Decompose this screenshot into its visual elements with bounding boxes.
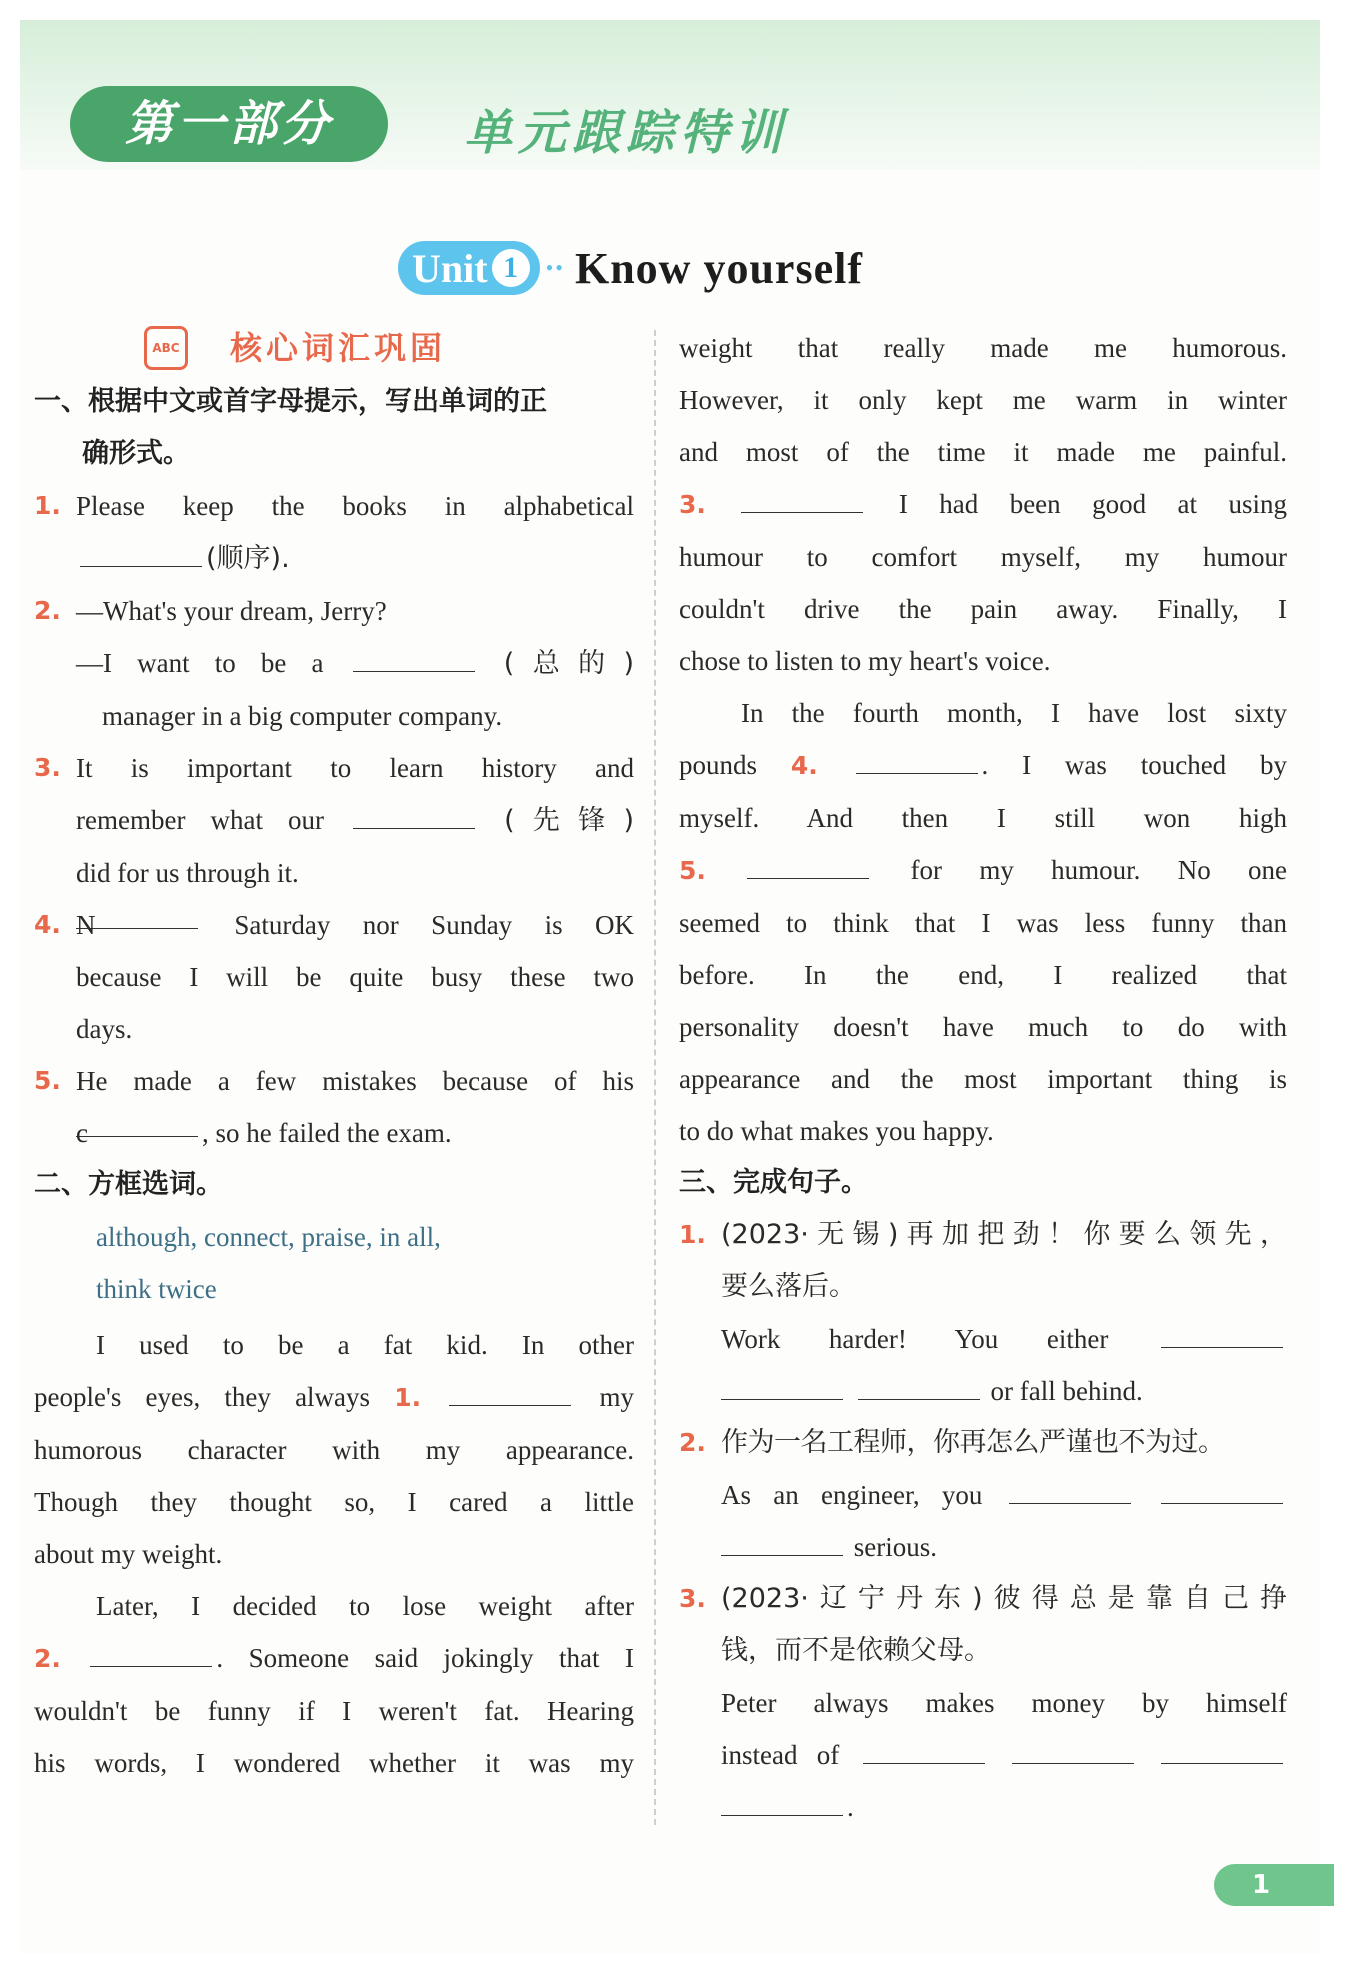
q2-line-c: manager in a big computer company. xyxy=(102,701,503,731)
answer-blank[interactable] xyxy=(353,799,475,829)
blank-number: 4. xyxy=(790,751,818,780)
answer-blank[interactable] xyxy=(76,1107,198,1148)
q1-english-b: or fall behind. xyxy=(990,1376,1143,1406)
q4-line-a: Saturday nor Sunday is OK xyxy=(234,910,634,940)
answer-blank[interactable] xyxy=(856,744,978,774)
column-divider xyxy=(654,330,656,1825)
initial-letter: c xyxy=(76,1118,88,1148)
unit-title: Know yourself xyxy=(574,243,863,293)
passage-line: Later, I decided to lose weight after xyxy=(96,1591,634,1621)
unit-dots: •• xyxy=(545,255,565,280)
passage-line: and most of the time it made me painful. xyxy=(679,437,1287,467)
passage-text: . I was touched by xyxy=(981,750,1287,780)
q1-english-a: Work harder! You either xyxy=(721,1324,1109,1354)
question-number: 5. xyxy=(34,1066,61,1095)
q5-line-a: He made a few mistakes because of his xyxy=(76,1066,634,1096)
q4-line-b: because I will be quite busy these two xyxy=(76,962,634,992)
q4-line-c: days. xyxy=(76,1014,133,1044)
passage-left xyxy=(34,1319,634,1789)
blank-number: 1. xyxy=(394,1383,422,1412)
answer-blank[interactable] xyxy=(721,1370,843,1400)
question-number: 2. xyxy=(679,1428,706,1457)
q2-line-b: —I want to be a xyxy=(76,648,324,678)
q3-line-a: It is important to learn history and xyxy=(76,753,634,783)
answer-blank[interactable] xyxy=(353,642,475,672)
answer-blank[interactable] xyxy=(747,849,869,879)
initial-letter: N xyxy=(76,910,96,940)
answer-blank[interactable] xyxy=(80,537,202,567)
passage-text: I had been good at using xyxy=(898,489,1288,519)
part2-heading: 二、方框选词。 xyxy=(34,1169,223,1200)
word-box-line-b: think twice xyxy=(96,1274,217,1304)
answer-blank[interactable] xyxy=(1161,1318,1283,1348)
passage-text: my xyxy=(599,1382,635,1412)
q1-chinese-a: (2023·无锡)再加把劲！你要么领先， xyxy=(721,1219,1287,1250)
q2-chinese: 作为一名工程师，你再怎么严谨也不为过。 xyxy=(721,1427,1225,1458)
word-box xyxy=(34,1211,634,1315)
passage-line: wouldn't be funny if I weren't fat. Hearing xyxy=(34,1696,634,1726)
vocab-question-4 xyxy=(34,899,634,1055)
blank-number: 2. xyxy=(34,1644,61,1673)
vocab-question-5 xyxy=(34,1055,634,1159)
passage-line: humour to comfort myself, my humour xyxy=(679,542,1287,572)
passage-text: people's eyes, they always xyxy=(34,1382,371,1412)
answer-blank[interactable] xyxy=(863,1734,985,1764)
sentence-question-2 xyxy=(679,1417,1287,1573)
passage-line: Though they thought so, I cared a little xyxy=(34,1487,634,1517)
sentence-question-1 xyxy=(679,1209,1287,1417)
question-number: 4. xyxy=(34,910,61,939)
q1-hint: (顺序). xyxy=(206,543,290,574)
answer-blank[interactable] xyxy=(76,899,198,940)
answer-blank[interactable] xyxy=(1161,1474,1283,1504)
answer-blank[interactable] xyxy=(858,1370,980,1400)
q1-chinese-b: 要么落后。 xyxy=(721,1271,856,1302)
part3-heading: 三、完成句子。 xyxy=(679,1167,868,1198)
q3-chinese-a: (2023·辽宁丹东)彼得总是靠自己挣 xyxy=(721,1583,1287,1614)
passage-line: humorous character with my appearance. xyxy=(34,1435,634,1465)
q3-english-a: Peter always makes money by himself xyxy=(721,1688,1287,1718)
answer-blank[interactable] xyxy=(1012,1734,1134,1764)
section-title: 核心词汇巩固 xyxy=(230,329,447,367)
passage-text: pounds xyxy=(679,750,758,780)
unit-badge-text: Unit xyxy=(412,245,488,291)
question-number: 2. xyxy=(34,596,61,625)
unit-number: 1 xyxy=(492,249,530,287)
passage-line: about my weight. xyxy=(34,1539,223,1569)
q3-line-c: did for us through it. xyxy=(76,858,299,888)
vocab-question-2 xyxy=(34,585,634,742)
passage-line: myself. And then I still won high xyxy=(679,803,1287,833)
answer-blank[interactable] xyxy=(741,483,863,513)
banner-title: 单元跟踪特训 xyxy=(464,105,789,161)
vocab-question-3 xyxy=(34,742,634,899)
passage-line: However, it only kept me warm in winter xyxy=(679,385,1287,415)
answer-blank[interactable] xyxy=(721,1786,843,1816)
passage-line: couldn't drive the pain away. Finally, I xyxy=(679,594,1287,624)
answer-blank[interactable] xyxy=(721,1526,843,1556)
passage-line: seemed to think that I was less funny than xyxy=(679,908,1287,938)
header-banner xyxy=(20,20,1320,170)
answer-blank[interactable] xyxy=(1161,1734,1283,1764)
part1-heading-b: 确形式。 xyxy=(82,438,190,469)
abc-icon: ABC xyxy=(144,326,188,370)
part1-heading-a: 一、根据中文或首字母提示，写出单词的正 xyxy=(34,386,547,417)
sentence-question-3 xyxy=(679,1573,1287,1833)
q3-chinese-b: 钱，而不是依赖父母。 xyxy=(721,1635,991,1666)
section-header xyxy=(144,320,634,376)
passage-text: for my humour. No one xyxy=(910,855,1287,885)
unit-badge xyxy=(398,241,540,295)
page-number: 1 xyxy=(1214,1864,1334,1906)
question-number: 3. xyxy=(679,1584,706,1613)
vocab-question-1 xyxy=(34,480,634,585)
blank-number: 3. xyxy=(679,490,706,519)
passage-line: chose to listen to my heart's voice. xyxy=(679,646,1051,676)
q3-hint: (先锋) xyxy=(504,805,635,836)
passage-line: weight that really made me humorous. xyxy=(679,333,1287,363)
q2-english-b: serious. xyxy=(853,1532,937,1562)
answer-blank[interactable] xyxy=(90,1637,212,1667)
part1-heading xyxy=(34,376,634,480)
q3-english-c: . xyxy=(847,1792,854,1822)
q2-line-a: —What's your dream, Jerry? xyxy=(76,596,387,626)
passage-line: to do what makes you happy. xyxy=(679,1116,994,1146)
question-number: 1. xyxy=(679,1220,706,1249)
blank-number: 5. xyxy=(679,856,706,885)
q3-english-b: instead of xyxy=(721,1740,840,1770)
passage-line: before. In the end, I realized that xyxy=(679,960,1287,990)
q5-line-b: , so he failed the exam. xyxy=(202,1118,452,1148)
q2-hint: (总的) xyxy=(503,648,635,679)
part-label: 第一部分 xyxy=(70,86,388,162)
left-column xyxy=(34,320,634,1789)
q1-line-a: Please keep the books in alphabetical xyxy=(76,491,634,521)
passage-line: I used to be a fat kid. In other xyxy=(96,1330,634,1360)
unit-header xyxy=(398,238,863,298)
q2-english-a: As an engineer, you xyxy=(721,1480,983,1510)
passage-line: In the fourth month, I have lost sixty xyxy=(741,698,1287,728)
passage-line: personality doesn't have much to do with xyxy=(679,1012,1287,1042)
answer-blank[interactable] xyxy=(1009,1474,1131,1504)
passage-line: appearance and the most important thing is xyxy=(679,1064,1287,1094)
word-box-line-a: although, connect, praise, in all, xyxy=(96,1222,441,1252)
passage-text: . Someone said jokingly that I xyxy=(216,1643,634,1673)
workbook-page xyxy=(20,20,1320,1954)
question-number: 1. xyxy=(34,491,61,520)
answer-blank[interactable] xyxy=(449,1376,571,1406)
question-number: 3. xyxy=(34,753,61,782)
right-column xyxy=(679,322,1287,1833)
q3-line-b: remember what our xyxy=(76,805,324,835)
passage-line: his words, I wondered whether it was my xyxy=(34,1748,634,1778)
